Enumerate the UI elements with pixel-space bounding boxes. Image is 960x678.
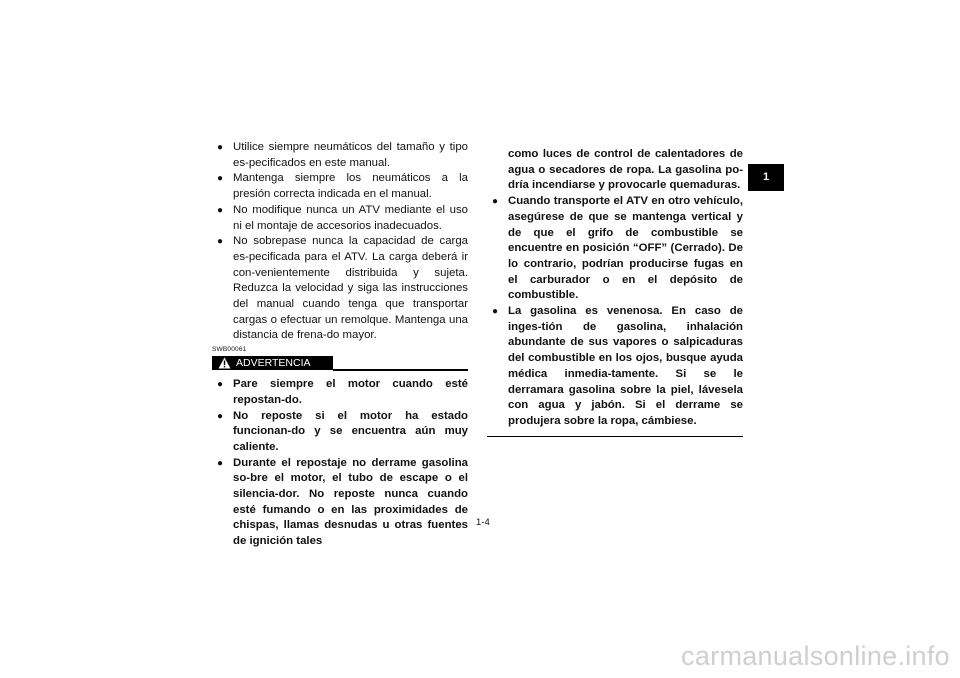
- warning-triangle-icon: [218, 357, 231, 369]
- warning-item: [212, 377, 468, 408]
- warning-item: [212, 409, 468, 456]
- list-item: [212, 234, 468, 344]
- warning-item-text: Pare siempre el motor cuando esté repostan-do.: [233, 378, 468, 406]
- list-item: [212, 203, 468, 234]
- warning-header: [212, 356, 468, 372]
- warning-label: ADVERTENCIA: [236, 357, 311, 370]
- warning-end-rule: [487, 436, 743, 438]
- warning-item: [487, 194, 743, 304]
- list-item-text: No modifique nunca un ATV mediante el uso ni el montaje de accesorios inadecuados.: [233, 203, 468, 232]
- list-item-text: No sobrepase nunca la capacidad de carga es-pecificada para el ATV. La carga deberá ir con-venientemente distribuida y sujeta. Reduzca la velocidad y siga las instrucciones del manual cuando tenga que transportar cargas o efectuar un remolque. Mantenga una distancia de frena-do mayor.: [233, 235, 468, 342]
- bullet-icon: ●: [492, 306, 499, 318]
- warning-code: SWB00061: [212, 346, 247, 354]
- warning-label-box: [212, 356, 333, 370]
- page-number: 1-4: [476, 517, 490, 528]
- bullet-icon: ●: [217, 379, 224, 391]
- warning-list-continued: [487, 194, 743, 430]
- bullet-icon: ●: [217, 236, 224, 248]
- warning-item-text: No reposte si el motor ha estado funcionan-do y se encuentra aún muy caliente.: [233, 409, 468, 453]
- warning-item: [212, 456, 468, 550]
- warning-continuation: como luces de control de calentadores de agua o secadores de ropa. La gasolina po-dría incendiarse y provocarle quemaduras.: [508, 148, 743, 192]
- list-item-text: Mantenga siempre los neumáticos a la presión correcta indicada en el manual.: [233, 172, 468, 201]
- bullet-icon: ●: [217, 142, 224, 153]
- warning-item-text: Durante el repostaje no derrame gasolina so-bre el motor, el tubo de escape o el silencia-dor. No reposte nunca cuando esté fumando o en las proximidades de chispas, llamas desnudas u otras fuentes de ignición tales: [233, 456, 468, 548]
- warning-rule: [333, 369, 468, 371]
- list-item: [212, 171, 468, 202]
- bullet-icon: ●: [217, 173, 224, 185]
- bullet-list: [212, 140, 468, 344]
- chapter-tab: 1: [748, 164, 784, 191]
- bullet-icon: ●: [492, 196, 499, 208]
- left-column: [212, 140, 468, 550]
- list-item: [212, 140, 468, 171]
- warning-list: [212, 377, 468, 550]
- warning-item-text: La gasolina es venenosa. En caso de inges-tión de gasolina, inhalación abundante de sus vapores o salpicaduras del combustible en los ojos, busque ayuda médica inmedia-tamente. Si se le derramara gasolina sobre la piel, lávesela con agua y jabón. Si el derrame se produjera sobre la ropa, cámbiese.: [508, 305, 743, 427]
- bullet-icon: ●: [217, 410, 224, 422]
- bullet-icon: ●: [217, 457, 224, 469]
- list-item-text: Utilice siempre neumáticos del tamaño y tipo es-pecificados en este manual.: [233, 141, 468, 169]
- right-column: [487, 147, 743, 437]
- bullet-icon: ●: [217, 204, 224, 216]
- warning-item-text: Cuando transporte el ATV en otro vehículo, asegúrese de que se mantenga vertical y de que el grifo de combustible se encuentre en posición “OFF” (Cerrado). De lo contrario, podrían producirse fugas en el carburador o en el depósito de combustible.: [508, 195, 743, 302]
- watermark: carmanualsonline.info: [681, 641, 950, 671]
- warning-item: [487, 304, 743, 430]
